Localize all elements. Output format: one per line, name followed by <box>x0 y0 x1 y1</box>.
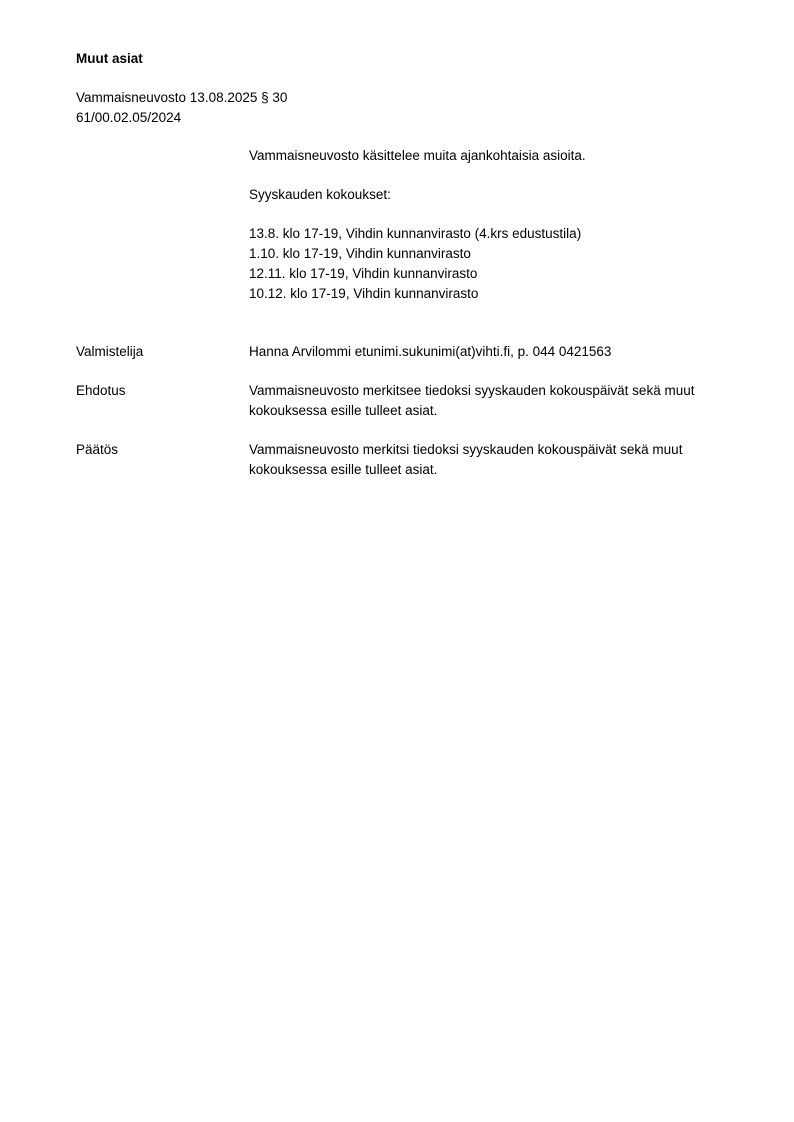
meetings-heading: Syyskauden kokoukset: <box>249 187 391 202</box>
list-item: 10.12. klo 17-19, Vihdin kunnanvirasto <box>249 286 479 301</box>
list-item: 1.10. klo 17-19, Vihdin kunnanvirasto <box>249 246 471 261</box>
proposal-label: Ehdotus <box>76 383 126 398</box>
preparer-contact: Hanna Arvilommi etunimi.sukunimi(at)vihti.fi, p. 044 0421563 <box>249 344 612 359</box>
decision-line: kokouksessa esille tulleet asiat. <box>249 462 438 477</box>
meeting-meta <box>76 88 287 128</box>
proposal-line: Vammaisneuvosto merkitsee tiedoksi syyskauden kokouspäivät sekä muut <box>249 383 695 398</box>
decision-label: Päätös <box>76 442 119 457</box>
decision-text <box>249 440 749 480</box>
proposal-text <box>249 381 749 421</box>
case-description <box>249 146 749 304</box>
page-title: Muut asiat <box>76 51 143 66</box>
list-item: 13.8. klo 17-19, Vihdin kunnanvirasto (4.krs edustustila) <box>249 226 582 241</box>
preparer-label: Valmistelija <box>76 344 144 359</box>
preparer-value <box>249 342 749 362</box>
proposal-line: kokouksessa esille tulleet asiat. <box>249 403 438 418</box>
meeting-reference: Vammaisneuvosto 13.08.2025 § 30 <box>76 90 288 105</box>
case-number: 61/00.02.05/2024 <box>76 110 182 125</box>
list-item: 12.11. klo 17-19, Vihdin kunnanvirasto <box>249 266 478 281</box>
meeting-list <box>249 224 749 304</box>
decision-line: Vammaisneuvosto merkitsi tiedoksi syyskauden kokouspäivät sekä muut <box>249 442 683 457</box>
intro-text: Vammaisneuvosto käsittelee muita ajankohtaisia asioita. <box>249 148 586 163</box>
